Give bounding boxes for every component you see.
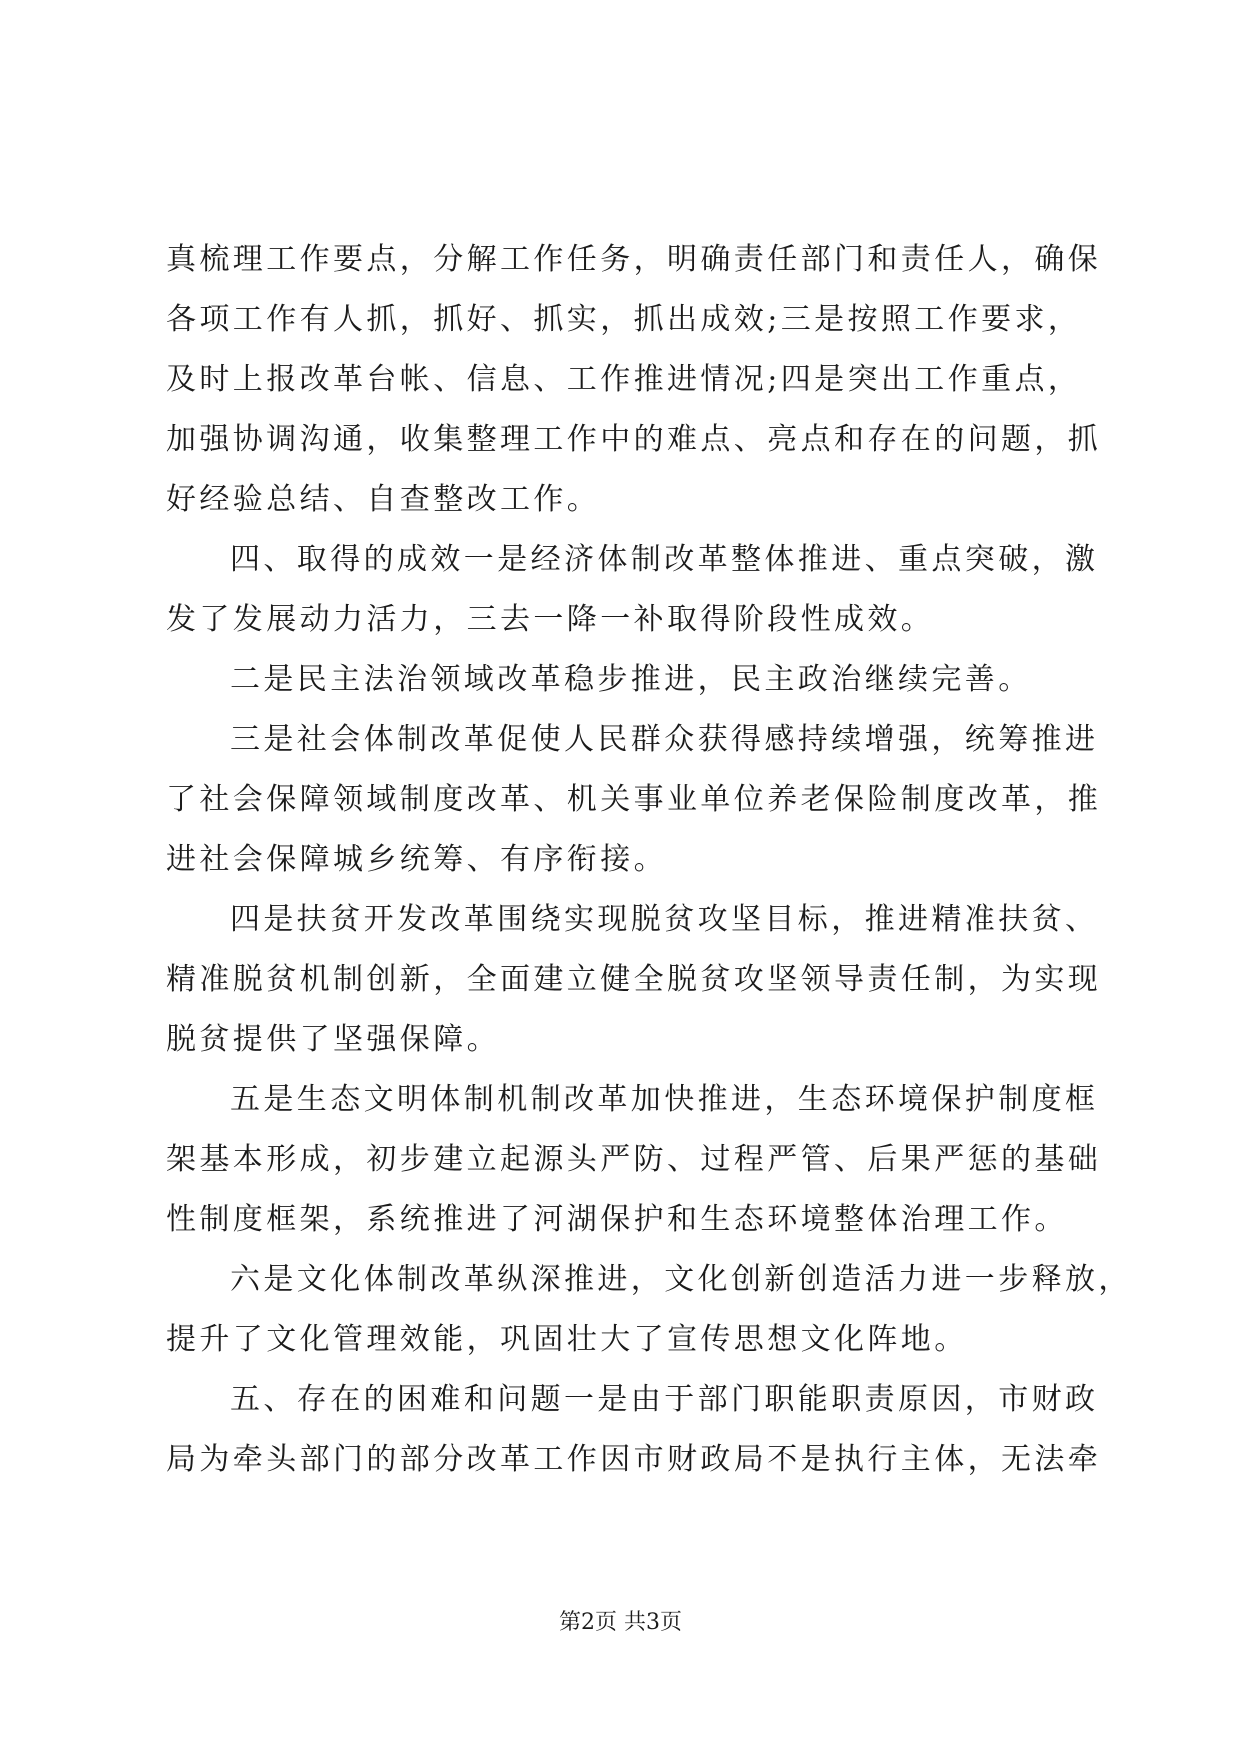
paragraph-first-line: 五是生态文明体制机制改革加快推进，生态环境保护制度框 <box>230 1082 1099 1117</box>
text-line: 提升了文化管理效能，巩固壮大了宣传思想文化阵地。 <box>166 1322 968 1357</box>
paragraph-first-line: 四是扶贫开发改革围绕实现脱贫攻坚目标，推进精准扶贫、 <box>230 902 1099 937</box>
text-line: 真梳理工作要点，分解工作任务，明确责任部门和责任人，确保 <box>166 242 1102 277</box>
text-line: 脱贫提供了坚强保障。 <box>166 1022 500 1057</box>
text-line: 进社会保障城乡统筹、有序衔接。 <box>166 842 667 877</box>
paragraph-first-line: 六是文化体制改革纵深推进，文化创新创造活力进一步释放， <box>230 1262 1132 1297</box>
text-line: 精准脱贫机制创新，全面建立健全脱贫攻坚领导责任制，为实现 <box>166 962 1102 997</box>
page-number-footer: 第2页 共3页 <box>559 1610 682 1635</box>
paragraph-first-line: 二是民主法治领域改革稳步推进，民主政治继续完善。 <box>230 662 1032 697</box>
document-body <box>166 230 1132 1490</box>
text-line: 性制度框架，系统推进了河湖保护和生态环境整体治理工作。 <box>166 1202 1068 1237</box>
paragraph-first-line: 三是社会体制改革促使人民群众获得感持续增强，统筹推进 <box>230 722 1099 757</box>
paragraph-first-line: 五、存在的困难和问题一是由于部门职能职责原因，市财政 <box>230 1382 1099 1417</box>
text-line: 发了发展动力活力，三去一降一补取得阶段性成效。 <box>166 602 935 637</box>
text-line: 及时上报改革台帐、信息、工作推进情况;四是突出工作重点， <box>166 362 1082 397</box>
text-line: 架基本形成，初步建立起源头严防、过程严管、后果严惩的基础 <box>166 1142 1102 1177</box>
text-line: 加强协调沟通，收集整理工作中的难点、亮点和存在的问题，抓 <box>166 422 1102 457</box>
text-line: 了社会保障领域制度改革、机关事业单位养老保险制度改革，推 <box>166 782 1102 817</box>
text-line: 局为牵头部门的部分改革工作因市财政局不是执行主体，无法牵 <box>166 1442 1102 1477</box>
text-line: 好经验总结、自查整改工作。 <box>166 482 601 517</box>
paragraph-first-line: 四、取得的成效一是经济体制改革整体推进、重点突破，激 <box>230 542 1099 577</box>
text-line: 各项工作有人抓，抓好、抓实，抓出成效;三是按照工作要求， <box>166 302 1082 337</box>
